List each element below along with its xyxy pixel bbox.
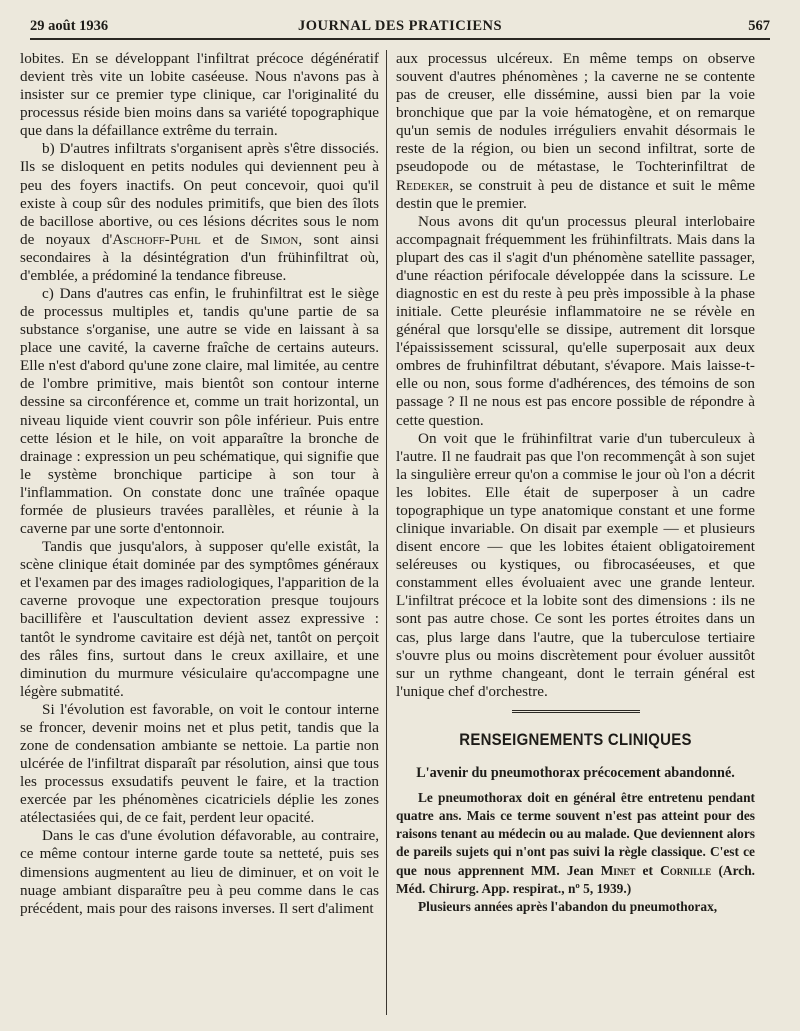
paragraph: lobites. En se développant l'infiltrat précoce dégénératif devient très vite un lobite caséeuse. Nous n'avons pas à insister sur ce premier type clinique, car l'originalité du processus réside bien moins dans sa variété topographique que dans la défaillance extrême du terrain. [20, 50, 379, 140]
paragraph-text: Le pneumothorax doit en général être entretenu pendant quatre ans. Mais ce terme souvent n'est pas atteint pour des raisons tenant au médecin ou au malade. Que deviennent alors de pareils sujets qui n'ont pas suivi la règle classique. C'est ce que nous apprennent MM. Jean [396, 789, 755, 878]
paragraph-text: b) D'autres infiltrats s'organisent après s'être dissociés. Ils se disloquent en petits nodules qui deviennent peu à peu des foyers inactifs. On peut concevoir, quoi qu'il existe à coup sûr des nodules primitifs, que bien des îlots de bacillose abortive, ou ces lésions décrites sous le nom de noyaux d' [20, 140, 379, 248]
paragraph: On voit que le frühinfiltrat varie d'un tuberculeux à l'autre. Il ne faudrait pas que l'on recommençât à son sujet la singulière erreur qu'on a commise le jour où l'on a décrit les lobites. Elle était de superposer à un cadre topographique un type anatomique constant et une forme clinique invariable. On disait par exemple — et plusieurs disent encore — que les lobites étaient obligatoirement seléreuses ou kystiques, ou fibrocaséeuses, et que constamment elles évoluaient avec une grande lenteur. L'infiltrat précoce et la lobite sont des dimensions : ils ne sont pas autre chose. Ce sont les portes étroites dans un cas, plus large dans l'autre, que la tuberculose tertiaire s'ouvre plus ou moins discrètement pour évoluer aussitôt sur un rythme changeant, dont le terrain général est l'unique chef d'orchestre. [396, 429, 755, 700]
citation: (Arch. Méd. Chirurg. App. respirat., nº 5, 1939.) [396, 862, 756, 896]
paragraph: Si l'évolution est favorable, on voit le contour interne se froncer, devenir moins net et plus petit, tandis que la zone de condensation ambiante se nettoie. La partie non ulcérée de l'infiltrat disparaît par résolution, ainsi que tous les processus exsudatifs peuvent le faire, et la traction exercée par les phénomènes cicatriciels déplie les zones atélectasiées qui, de ce fait, perdent leur opacité. [20, 700, 379, 827]
section-divider [512, 710, 640, 716]
left-column [20, 50, 379, 918]
paragraph [396, 789, 755, 898]
author-name: Cornille [660, 862, 712, 878]
paragraph-text: et de [200, 230, 261, 248]
paragraph [396, 50, 755, 213]
paragraph: Plusieurs années après l'abandon du pneumothorax, [418, 899, 718, 915]
header-rule [30, 38, 770, 40]
author-name: Aschoff-Puhl [112, 230, 201, 248]
paragraph-text: , se construit à peu de distance et suit le même destin que le premier. [396, 176, 755, 212]
paragraph: c) Dans d'autres cas enfin, le fruhinfiltrat est le siège de processus multiples et, tandis qu'une partie de sa substance s'organise, une autre se vide en laissant à sa place une cavité, la caverne fraîche de certains auteurs. Elle n'est d'abord qu'une zone claire, mal limitée, au centre de l'ombre primitive, mais bientôt son contour interne dessine sa circonférence et, comme un trait horizontal, un niveau liquide vient couvrir son pôle inférieur. Puis entre cette lésion et le hile, on voit apparaître la bronche de drainage : expression un peu schématique, qui signifie que le système bronchique participe à son tour à l'inflammation. On constate donc une traînée opaque formée de plusieurs travées parallèles, et réunie à la caverne par une sorte d'entonnoir. [20, 285, 379, 538]
author-name: Minet [600, 862, 636, 878]
author-name: Redeker [396, 176, 450, 194]
right-column [396, 50, 755, 916]
paragraph-text: , sont ainsi secondaires à la désintégration d'un frühinfiltrat où, d'emblée, a prédominé la tendance fibreuse. [20, 230, 379, 284]
paragraph-text: aux processus ulcéreux. En même temps on observe souvent d'autres phénomènes ; la caverne ne se contente pas de creuser, elle dissémine, aussi bien par la voie bronchique que par la voie hématogène, et on remarque qu'un semis de nodules irréguliers envahit désormais le reste de la région, ou bien un second infiltrat, sorte de pseudopode ou de métastase, le Tochterinfiltrat de [396, 50, 755, 176]
column-divider [386, 50, 387, 1015]
author-name: Simon [260, 230, 299, 248]
paragraph: Dans le cas d'une évolution défavorable, au contraire, ce même contour interne garde toute sa netteté, puis ses dimensions augmentent au lieu de diminuer, et on voit le nuage ambiant disparaître peu à peu comme dans le cas précédent, mais pour des raisons inverses. Il sert d'aliment [20, 827, 379, 917]
page-number: 567 [748, 18, 770, 34]
paragraph-text: et [635, 862, 661, 878]
paragraph: Nous avons dit qu'un processus pleural interlobaire accompagnait fréquemment les frühinfiltrats. Mais dans la plupart des cas il s'agit d'un phénomène satellite passager, d'une réaction périfocale développée dans la scissure. Le diagnostic en est du reste à peu près impossible à la phase initiale. Cette pleurésie inflammatoire ne se révèle en général que lorsqu'elle se dissipe, autrement dit lorsque l'épaississement scissural, qu'elle superposait aux deux ombres de fruhinfiltrat débutant, s'évapore. Mais laisse-t-elle ou non, sous forme d'adhérences, des témoins de son passage ? Il ne nous est pas encore possible de répondre à cette question. [396, 212, 755, 429]
journal-title: JOURNAL DES PRATICIENS [297, 18, 503, 34]
section-title: RENSEIGNEMENTS CLINIQUES [459, 729, 692, 749]
article-title: L'avenir du pneumothorax précocement abandonné. [416, 764, 735, 781]
issue-date: 29 août 1936 [30, 18, 109, 34]
paragraph [20, 140, 379, 285]
paragraph: Tandis que jusqu'alors, à supposer qu'elle existât, la scène clinique était dominée par des symptômes généraux et l'examen par des images radiologiques, l'apparition de la caverne provoque une expectoration presque toujours bacillifère et l'auscultation devient assez expressive : tantôt le syndrome cavitaire est déjà net, tantôt on perçoit des râles fins, surtout dans le creux axillaire, et une diminution du murmure vésiculaire qu'accompagne une légère submatité. [20, 538, 379, 700]
